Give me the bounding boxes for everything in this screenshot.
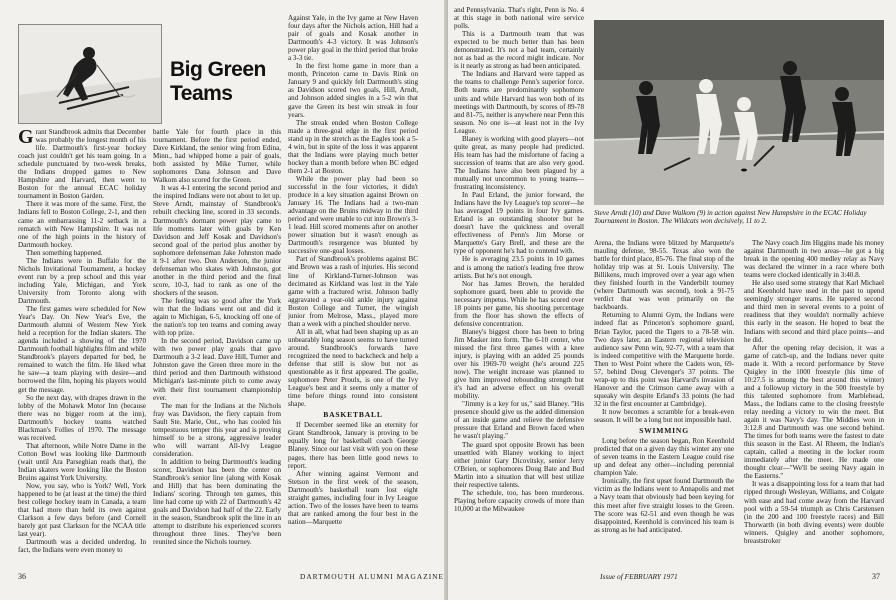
skier-illustration <box>19 25 161 123</box>
issue-footer: Issue of FEBRUARY 1971 <box>600 572 678 581</box>
photo-caption: Steve Arndt (10) and Dave Walkom (9) in action against New Hampshire in the ECAC Holiday Tournament in Boston. The Wildcats won decisively, 11 to 2. <box>594 209 867 226</box>
paragraph: In addition to being Dartmouth's leading scorer, Davidson has been the center on Standbrook's senior line (along with Kosak and Hill) that has been dominating the Indians' scoring. Through ten games, this line had come up with 22 of Dartmouth's 42 goals and Davidson had half of the 22. Early in the season, Standbrook split the line in an attempt to distribute his experienced scorers throughout three lines. They've been reunited since the Nichols tourney. <box>153 457 281 547</box>
paragraph: Dartmouth was a decided underdog. In fact, the Indians were even money to <box>18 538 146 555</box>
paragraph: Returning to Alumni Gym, the Indians were indeed flat as Princeton's sophomore guard, Brian Taylor, paced the Tigers to a 78-58 win. Two days later, an Eastern regional television audience saw Penn win, 92-77, with a team that is indeed competitive with the Marquette horde. Then to West Point where the Cadets won, 69-57, behind Doug Clevenger's 37 points. The wrap-up to this point was Harvard's invasion of Hanover and the Crimson came away with a squeaky win despite Erland's 33 points (he had 32 in the first encounter at Cambridge). <box>594 311 734 408</box>
skier-photo <box>18 24 162 124</box>
paragraph: The streak ended when Boston College made a three-goal edge in the first period stand up in the stretch as the Eagles took a 5-4 win, but in spite of the loss it was apparent that the Indians were playing much better hockey than a month before when BC edged them 2-1 at Boston. <box>288 118 418 175</box>
paragraph: After the opening relay decision, it was a game of catch-up, and the Indians never quite made it. With a record performance by Steve Quigley in the 1000 freestyle (his time of 10:27.5 is among the best around this winter) and a followup victory in the 500 freestyle by this talented sophomore from Marblehead, Mass., the Indians came to the closing freestyle relay needing a victory to win the meet. But again it was Navy's day. The Middies won in 3:12.8 and Dartmouth was one second behind. The times for both teams were the fastest to date this season in the East. Al Rheem, the Indian's captain, called a meeting in the locker room immediately after the meet. He made one thought clear—"We'll be seeing Navy again in the Easterns." <box>744 343 884 481</box>
paragraph: After winning against Vermont and Stetson in the first week of the season, Dartmouth's basketball team lost eight straight games, including four in Ivy League action. Two of the losses have been to teams that are ranked among the four best in the nation—Marquette <box>288 469 418 526</box>
section-heading-swimming: SWIMMING <box>639 426 689 436</box>
paragraph: It was a disappointing loss for a team that had ripped through Wesleyan, Williams, and Colgate with ease and had come away from the Harvard pool with a 59-54 triumph as Chris Carstensen (in the 200 and 100 freestyle races) and Bill Thorwarth (in both diving events) were double winners. Quigley and another sophomore, breaststroker <box>744 480 884 545</box>
paragraph: So the next day, with drapes drawn in the lobby of the Mohawk Motor Inn (because there was no bigger room at the inn), Dartmouth's hockey teams watched Blackman's Follies of 1970. The message was received. <box>18 393 146 442</box>
paragraph: All in all, what had been shaping up as an unbearably long season seems to have turned around. Standbrook's forwards have recognized the need to backcheck and help a defense that still is slow but not as questionable as it first appeared. The goalie, sophomore Peter Proulx, is one of the Ivy League's best and it seems only a matter of time before things round into consistent shape. <box>288 327 418 409</box>
paragraph: It now becomes a scramble for a break-even season. It will be a long but not impossible haul. <box>594 407 734 425</box>
paragraph: In Paul Erland, the junior forward, the Indians have the Ivy League's top scorer—he has averaged 19 points in four Ivy games. Erland is an outstanding shooter but he doesn't have the quickness and overall effectiveness of Penn's Jim Morse or Marquette's Gary Brell, and these are the type of opponent he's had to contend with. <box>454 191 584 256</box>
paragraph: In the second period, Davidson came up with two power play goals that gave Dartmouth a 3-2 lead. Dave Hill, Turner and Johnston gave the Green three more in the third period and then Dartmouth withstood Michigan's last-minute pitch to come away with their first tournament championship ever. <box>153 337 281 402</box>
paragraph: The Indians were in Buffalo for the Nichols Invitational Tournament, a hockey event run by a prep school and this year including Yale, Michigan, and York University from Toronto along with Dartmouth. <box>18 256 146 305</box>
magazine-footer: DARTMOUTH ALUMNI MAGAZINE <box>300 572 445 581</box>
paragraph: If December seemed like an eternity for Grant Standbrook, January is proving to be equally long for basketball coach George Blaney. Since our last visit with you on these pages, there has been little good news to report. <box>288 421 418 470</box>
paragraph: and Pennsylvania. That's right, Penn is No. 4 at this stage in both national wire service polls. <box>454 6 584 31</box>
article-title <box>170 58 266 106</box>
hockey-illustration <box>594 20 884 205</box>
paragraph: He also used some strategy that Karl Michael and Keenhold have used in the past to upend seemingly stronger teams. He tapered second and third men in several events to a point of readiness that they wouldn't normally achieve this early in the season. He hoped to beat the Indians with second and third place points—and he did. <box>744 279 884 344</box>
paragraph: "Jimmy is a key for us," said Blaney. "His presence should give us the added dimension of an inside game and relieve the defensive pressure that Erland and Brown faced when he wasn't playing." <box>454 400 584 441</box>
paragraph: Nor has James Brown, the heralded sophomore guard, been able to provide the necessary impetus. While he has scored over 18 points per game, his shooting percentage from the floor has shown the effects of defensive concentration. <box>454 279 584 328</box>
paragraph: Now, you say, who is York? Well, York happened to be (at least at the time) the third best college hockey team in Canada, a team that had more than held its own against Clarkson a few days before (and Cornell barely got past Clarkson for the NCAA title last year). <box>18 482 146 539</box>
paragraph: Blaney's biggest chore has been to bring Jim Masker into form. The 6-10 center, who missed the first three games with a knee injury, is playing with an added 25 pounds over his 1969-70 weight (he's around 225 now). The weight increase was planned to give him improved rebounding strength but it's had an adverse effect on his overall mobility. <box>454 327 584 401</box>
paragraph: The Indians and Harvard were tapped as the teams to challenge Penn's superior force. Both teams are predominantly sophomore units and while Harvard has won both of its meetings with Dartmouth, by scores of 89-78 and 81-75, neither is anywhere near Penn this season. No one is—at least not in the Ivy League. <box>454 70 584 135</box>
section-heading-basketball: BASKETBALL <box>323 410 383 420</box>
paragraph <box>18 128 146 200</box>
paragraph: Against Yale, in the Ivy game at New Haven four days after the Nichols action, Hill had a pair of goals and Kosak another in Dartmouth's 4-3 victory. It was Johnson's power play goal in the third period that broke a 3-3 tie. <box>288 14 418 63</box>
left-column-2 <box>153 128 281 568</box>
paragraph: That afternoon, while Notre Dame in the Cotton Bowl was looking like Dartmouth (wait until Ara Parseghian reads that), the Indian skaters were looking like the Boston Bruins against York University. <box>18 441 146 483</box>
title-line-1: Big Green <box>170 58 266 81</box>
paragraph: While the power play had been so successful in the four victories, it didn't produce in a key situation against Brown on January 16. The Indians had a two-man advantage on the Bruins midway in the third period and were unable to cut into Brown's 3-1 lead. Hill scored moments after on another power situation but it wasn't enough as Dartmouth's resurgence was blunted by successive one-goal losses. <box>288 174 418 256</box>
paragraph: The Navy coach Jim Higgins made his money against Dartmouth in two areas—he got a big break in the opening 400 medley relay as Navy was declared the winner in a race where both teams were clocked identically in 3:40.8. <box>744 239 884 280</box>
paragraph: Arena, the Indians were blitzed by Marquette's mauling defense, 98-55. Texas also won the battle for third place, 85-76. The final stop of the holiday trip was at St. Louis University. The Billikens, much improved over a year ago when they finished fourth in the Vanderbilt tourney (where Dartmouth was second), took a 91-75 verdict that was won primarily on the backboards. <box>594 239 734 312</box>
right-column-3 <box>744 239 884 567</box>
right-page <box>448 0 896 600</box>
paragraph: This is a Dartmouth team that was expected to be much better than has been demonstrated. It's not a bad team, certainly not as bad as the record might indicate. Nor is it nearly as strong as had been anticipated. <box>454 30 584 71</box>
paragraph: The first games were scheduled for New Year's Day. On New Year's Eve, the Dartmouth alumni of Western New York held a reception for the Indian skaters. The agenda included a showing of the 1970 Dartmouth football highlights film and while Standbrook's players departed for bed, he remained to watch the film. He liked what he saw—a team playing with desire—and borrowed the film, hoping his players would get the message. <box>18 305 146 394</box>
paragraph: There it was more of the same. First, the Indians fell to Boston College, 2-1, and then came an embarrassing 11-2 setback in a rematch with New Hampshire. It was not one of the high points in the history of Dartmouth hockey. <box>18 200 146 249</box>
paragraph: Part of Standbrook's problems against BC and Brown was a rash of injuries. His second line of Kirkland-Turner-Johnson was decimated as Kirkland was lost in the Yale game with a fractured wrist. Johnson badly aggravated a year-old ankle injury against Boston College and Turner, the wingish junior from Melrose, Mass., played more than a week with a pinched shoulder nerve. <box>288 255 418 328</box>
paragraph: In the first home game in more than a month, Princeton came to Davis Rink on January 9 and quickly felt Dartmouth's sting as Davidson scored two goals, Hill, Arndt, and Johnson added singles in a 5-2 win that gave the Green its best win streak in four years. <box>288 62 418 119</box>
paragraph: The feeling was so good after the York win that the Indians went out and did it again to Michigan, 6-5, knocking off one of the nation's top ten teams and coming away with top prize. <box>153 296 281 338</box>
paragraph: battle Yale for fourth place in this tournament. Before the first period ended, Dave Kirkland, the senior wing from Edina, Minn., had whipped home a pair of goals, both assisted by Mike Turner, while sophomores Dana Johnson and Dave Walkom also scored for the Green. <box>153 128 281 185</box>
right-column-1 <box>454 6 584 566</box>
lead-paragraph-text: rant Standbrook admits that December was probably the longest month of his life. Dartmouth's first-year hockey coach just couldn't get his team going. In a schedule punctuated by two-week breaks, the Indians dropped games to New Hampshire and Harvard, then went to Boston for the annual ECAC holiday tournament in Boston Garden. <box>18 128 146 201</box>
left-column-3 <box>288 14 418 568</box>
paragraph: The schedule, too, has been murderous. Playing before capacity crowds of more than 10,000 at the Milwaukee <box>454 488 584 513</box>
paragraph: He is averaging 23.5 points in 10 games and is among the nation's leading free throw artists. But he's not enough. <box>454 255 584 280</box>
title-line-2: Teams <box>170 82 233 105</box>
paragraph: Long before the season began, Ron Keenhold predicted that on a given day this winter any one of seven teams in the Eastern League could rise up and defeat any other—including perennial champion Yale. <box>594 437 734 478</box>
page-number-right: 37 <box>872 572 880 581</box>
paragraph: The guard spot opposite Brown has been unsettled with Blaney working to inject either junior Gary Dicovitsky, senior Jerry O'Brien, or sophomores Doug Bate and Bud Martin into a situation that will best utilize their respective talents. <box>454 440 584 489</box>
hockey-photo <box>594 20 884 205</box>
page-number-left: 36 <box>18 572 26 581</box>
paragraph: The man for the Indians at the Nichols fray was Davidson, the fiery captain from Sault Ste. Marie, Ont., who has cooled his tempestuous temper this year and is proving himself to be a strong, aggressive leader who will warrant All-Ivy League consideration. <box>153 401 281 458</box>
right-column-2 <box>594 239 734 567</box>
paragraph: Ironically, the first upset found Dartmouth the victim as the Indians went to Annapolis and met a Navy team that obviously had been keying for this meet after five straight losses to the Green. The score was 62-51 and even though he was disappointed, Keenhold is convinced his team is as strong as he had anticipated. <box>594 477 734 534</box>
paragraph: Blaney is working with good players—not quite great, as many people had predicted. His team has had the misfortune of facing a succession of teams that are also very good. The Indians have also been plagued by a mutually not uncommon to young teams—frustrating inconsistency. <box>454 134 584 192</box>
paragraph: It was 4-1 entering the second period and the inspired Indians were not about to let up. Steve Arndt, mainstay of Standbrook's rebuilt checking line, scored in 33 seconds. Dartmouth's dormant power play came to life moments later with goals by Ken Davidson and Jeff Kosak and Davidson's second goal of the period plus another by sophomore defenseman Jake Johnston made it 9-1 after two. Don Anderson, the junior defenseman who skates with Johnston, got another in the third period and the final score, 10-3, had to rank as one of the shockers of the season. <box>153 184 281 297</box>
drop-cap: G <box>18 128 34 148</box>
paragraph: Then something happened. <box>26 248 103 257</box>
left-column-1 <box>18 128 146 568</box>
